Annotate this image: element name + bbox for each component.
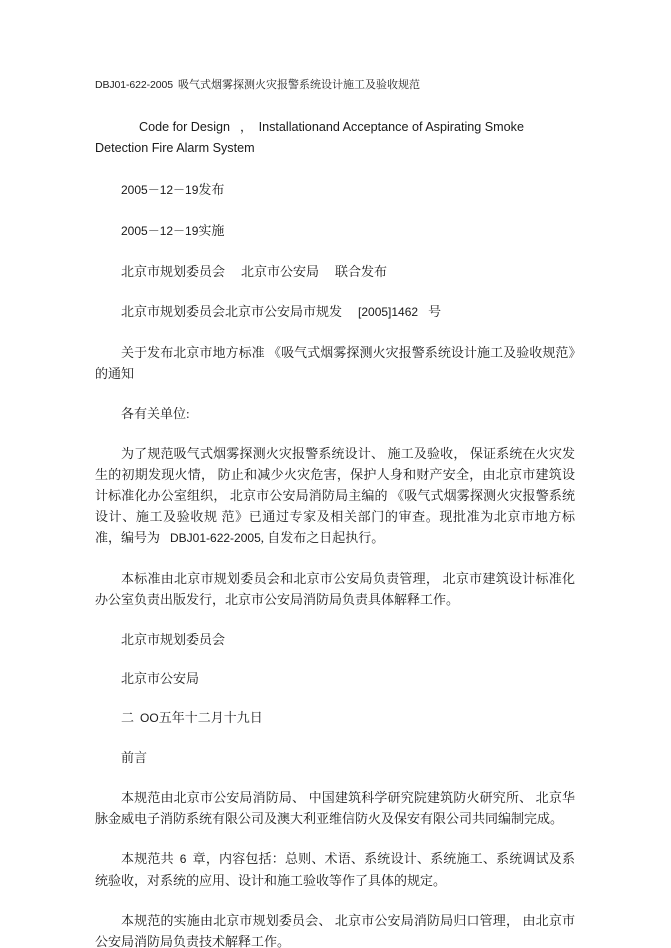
foreword-chapters-prefix: 本规范共	[121, 851, 174, 866]
english-title-part2: Installationand Acceptance of Aspirating Smoke	[258, 120, 524, 134]
signature-date-year-latin: OO	[140, 711, 159, 725]
issuing-org-police: 北京市公安局	[241, 264, 320, 279]
issue-date-value: 2005－12－19	[121, 183, 199, 197]
approved-standard-code: DBJ01-622-2005	[170, 531, 261, 545]
issuing-organizations-line	[95, 261, 575, 282]
document-number-line	[95, 301, 575, 323]
signature-date-rest: 五年十二月十九日	[158, 710, 263, 725]
document-number-orgs: 北京市规划委员会北京市公安局市规发	[121, 304, 343, 319]
english-title-line2: Detection Fire Alarm System	[95, 141, 255, 155]
body-paragraph-administration: 本标准由北京市规划委员会和北京市公安局负责管理， 北京市建筑设计标准化办公室负责出版发行，北京市公安局消防局负责具体解释工作。	[95, 571, 575, 607]
english-title	[95, 117, 550, 159]
issuing-org-planning: 北京市规划委员会	[121, 264, 226, 279]
salutation: 各有关单位:	[121, 406, 190, 421]
foreword-paragraph-compilers: 本规范由北京市公安局消防局、 中国建筑科学研究院建筑防火研究所、 北京华脉金威电子消防系统有限公司及澳大利亚维信防火及保安有限公司共同编制完成。	[95, 790, 575, 826]
foreword-heading: 前言	[121, 750, 148, 765]
issuing-action: 联合发布	[335, 264, 388, 279]
english-title-comma: ，	[240, 120, 253, 134]
foreword-paragraph-chapters	[95, 848, 575, 891]
body-paragraph-approval	[95, 443, 575, 549]
english-title-part1: Code for Design	[139, 120, 231, 134]
signature-public-security-bureau: 北京市公安局	[121, 671, 200, 686]
foreword-chapters-suffix: 章，内容包括：总则、术语、系统设计、系统施工、系统调试及系统验收，对系统的应用、设计和施工验收等作了具体的规定。	[95, 851, 575, 888]
issue-date-label: 发布	[198, 182, 225, 197]
document-number-unit: 号	[428, 304, 442, 319]
notice-title: 关于发布北京市地方标准 《吸气式烟雾探测火灾报警系统设计施工及验收规范》的通知	[95, 345, 575, 381]
effective-date-value: 2005－12－19	[121, 224, 199, 238]
foreword-paragraph-interpretation: 本规范的实施由北京市规划委员会、 北京市公安局消防局归口管理， 由北京市公安局消防局负责技术解释工作。	[95, 913, 575, 948]
signature-date	[95, 707, 575, 729]
signature-planning-commission: 北京市规划委员会	[121, 632, 226, 647]
issue-date-line	[95, 179, 575, 201]
effective-date-line	[95, 220, 575, 242]
chapter-count: 6	[179, 852, 187, 866]
running-header	[95, 78, 575, 93]
document-number-value: [2005]1462	[358, 305, 419, 319]
standard-code: DBJ01-622-2005	[95, 79, 173, 91]
effective-date-label: 实施	[198, 223, 225, 238]
body-paragraph-approval-tail: , 自发布之日起执行。	[260, 530, 385, 545]
running-header-title: 吸气式烟雾探测火灾报警系统设计施工及验收规范	[178, 79, 420, 91]
document-content	[95, 78, 575, 948]
signature-date-prefix: 二	[121, 710, 135, 725]
body-paragraph-approval-text: 为了规范吸气式烟雾探测火灾报警系统设计、 施工及验收， 保证系统在火灾发生的初期发现火情， 防止和减少火灾危害，保护人身和财产安全，由北京市建筑设计标准化办公室组织， 北京市公安局消防局主编的 《吸气式烟雾探测火灾报警系统设计、施工及验收规 范》已通过专家及相关部门的审查。现批准为北京市地方标准，编号为	[95, 446, 575, 545]
